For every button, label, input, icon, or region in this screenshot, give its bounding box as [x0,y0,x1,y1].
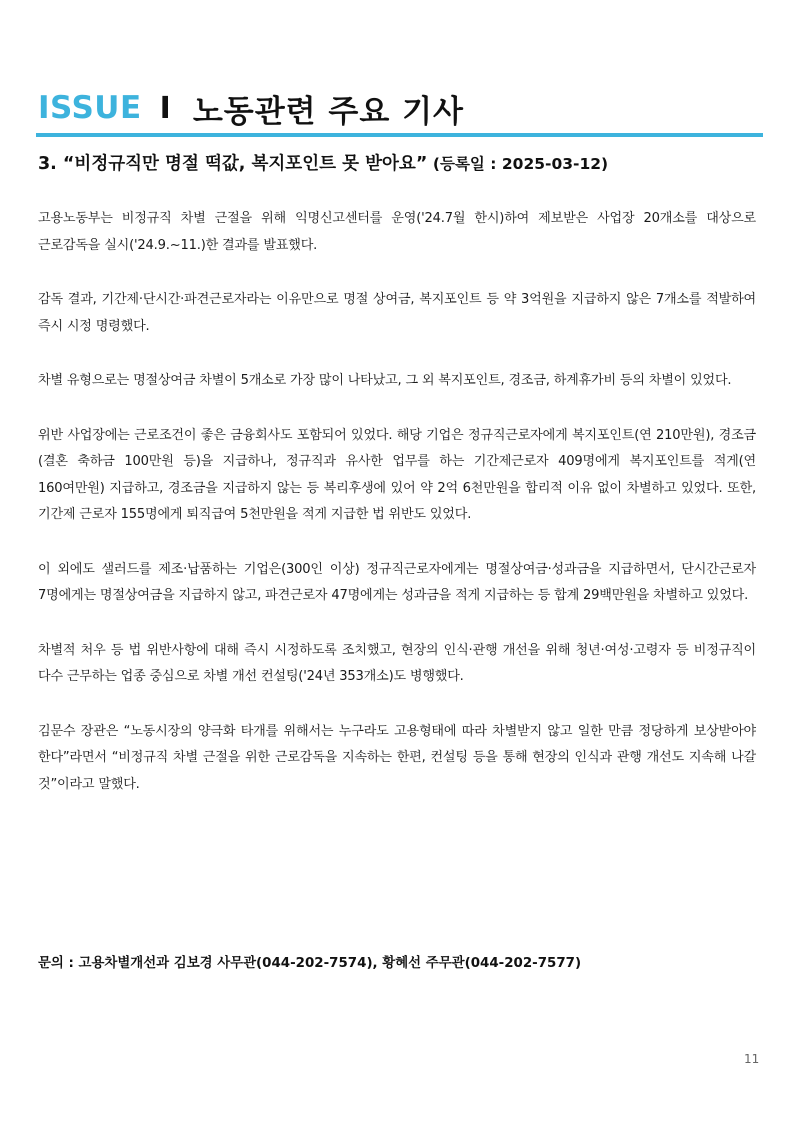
paragraph-4: 위반 사업장에는 근로조건이 좋은 금융회사도 포함되어 있었다. 해당 기업은 정규직근로자에게 복지포인트(연 210만원), 경조금(결혼 축하금 100만원 등)을 지급하나, 정규직과 유사한 업무를 하는 기간제근로자 409명에게 복지포인트를 적게(연 160여만원) 지급하고, 경조금을 지급하지 않는 등 복리후생에 있어 약 2억 6천만원을 합리적 이유 없이 차별하고 있었다. 또한, 기간제 근로자 155명에게 퇴직급여 5천만원을 적게 지급한 법 위반도 있었다. [38,427,756,522]
contact-info: 문의 : 고용차별개선과 김보경 사무관(044-202-7574), 황혜선 주무관(044-202-7577) [38,956,582,971]
article-date: (등록일 : 2025-03-12) [432,155,609,173]
section-title: 노동관련 주요 기사 [192,93,464,130]
paragraph-3: 차별 유형으로는 명절상여금 차별이 5개소로 가장 많이 나타났고, 그 외 복지포인트, 경조금, 하계휴가비 등의 차별이 있었다. [38,373,732,388]
article-title: 3. “비정규직만 명절 떡값, 복지포인트 못 받아요” [38,154,428,174]
page-number: 11 [744,1052,760,1066]
header-divider [36,133,763,137]
paragraph-7: 김문수 장관은 “노동시장의 양극화 타개를 위해서는 누구라도 고용형태에 따라 차별받지 않고 일한 만큼 정당하게 보상받아야 한다”라면서 “비정규직 차별 근절을 위한 근로감독을 지속하는 한편, 컨설팅 등을 통해 현장의 인식과 관행 개선도 지속해 나갈 것”이라고 말했다. [38,723,756,792]
issue-label: ISSUE [38,90,142,126]
paragraph-2: 감독 결과, 기간제·단시간·파견근로자라는 이유만으로 명절 상여금, 복지포인트 등 약 3억원을 지급하지 않은 7개소를 적발하여 즉시 시정 명령했다. [38,292,756,334]
paragraph-5: 이 외에도 샐러드를 제조·납품하는 기업은(300인 이상) 정규직근로자에게는 명절상여금·성과금을 지급하면서, 단시간근로자 7명에게는 명절상여금을 지급하지 않고, 파견근로자 47명에게는 성과금을 적게 지급하는 등 합계 29백만원을 차별하고 있었다. [38,561,756,603]
paragraph-6: 차별적 처우 등 법 위반사항에 대해 즉시 시정하도록 조치했고, 현장의 인식·관행 개선을 위해 청년·여성·고령자 등 비정규직이 다수 근무하는 업종 중심으로 차별 개선 컨설팅('24년 353개소)도 병행했다. [38,642,756,684]
article-body [38,206,756,826]
paragraph-1: 고용노동부는 비정규직 차별 근절을 위해 익명신고센터를 운영('24.7월 한시)하여 제보받은 사업장 20개소를 대상으로 근로감독을 실시('24.9.~11.)한 결과를 발표했다. [38,211,756,253]
section-header [38,86,464,130]
header-separator: I [159,90,171,126]
article-heading [38,150,758,178]
